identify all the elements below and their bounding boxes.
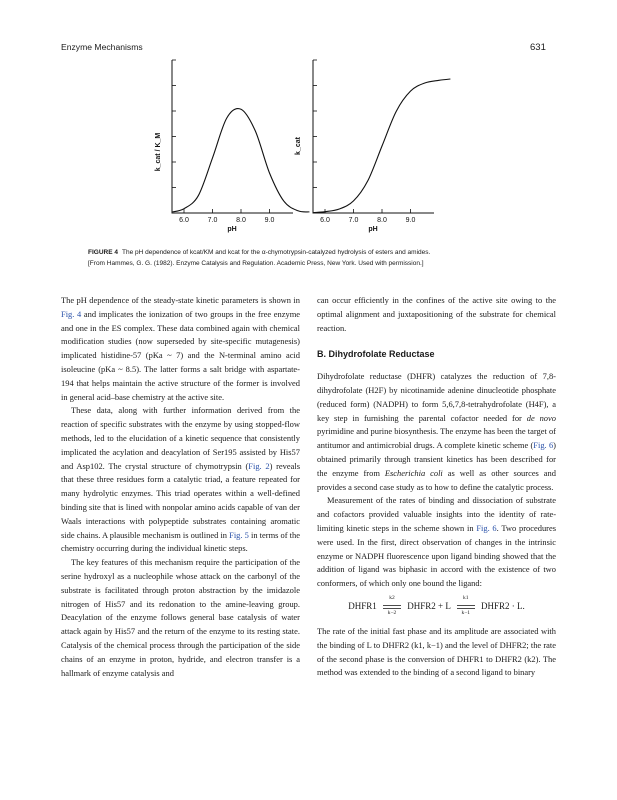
right-column	[317, 294, 556, 680]
text-run: These data, along with further information derived from the reaction of specific substrates with the enzyme by using stopped-flow methods, led to the elucidation of a kinetic sequence that consistently implicated the acylation and deacylation of Ser195 assisted by His57 and Asp102. The crystal structure of chymotrypsin (	[61, 405, 300, 471]
running-title: Enzyme Mechanisms	[61, 42, 143, 52]
figure-4	[0, 0, 617, 270]
page-number: 631	[530, 42, 546, 53]
panel-a	[155, 60, 309, 233]
fig2-link[interactable]: Fig. 2	[248, 460, 270, 471]
text-run: pyrimidine and purine biosynthesis. The enzyme has been the target of antitumor and antimicrobial drugs. A complete kinetic scheme (	[317, 426, 556, 451]
text-run: Escherichia coli	[384, 467, 443, 478]
panel-a-x-ticks	[179, 209, 274, 224]
fig5-link[interactable]: Fig. 5	[229, 529, 249, 540]
panel-b-y-label: k_cat	[295, 137, 302, 155]
paragraph	[61, 404, 300, 556]
text-run: The pH dependence of the steady-state kinetic parameters is shown in	[61, 295, 300, 305]
panel-b-curve	[314, 79, 451, 213]
panel-b-x-label: pH	[368, 226, 378, 233]
eq-equilibrium-arrow	[382, 594, 402, 616]
section-heading: B. Dihydrofolate Reductase	[317, 349, 435, 360]
text-run: ) obtained primarily through transient kinetics has been described for the enzyme from	[317, 440, 556, 478]
paragraph	[317, 494, 556, 591]
x-tick-label: 8.0	[377, 217, 387, 224]
panel-b-x-ticks	[320, 209, 415, 224]
x-tick-label: 7.0	[207, 217, 218, 224]
paragraph: can occur efficiently in the confines of the active site owing to the optimal alignment and juxtapositioning of the substrate for chemical reaction.	[317, 295, 556, 333]
binding-equation	[317, 594, 556, 616]
fig6-link[interactable]: Fig. 6	[533, 440, 554, 451]
caption-label: FIGURE 4	[88, 249, 118, 256]
text-run: and implicates the ionization of two groups in the free enzyme and one in the ES complex. These data combined again with chemical modification studies (now superseded by site-specific mutagenesis) implicated histidine-57 (pKa ~ 7) and the N-terminal amino acid isoleucine (pKa ~ 8.5). The latter forms a salt bridge with aspartate-194 that helps maintain the active structure of the former is involved in general acid–base chemistry at the active site.	[61, 308, 301, 402]
eq-species-2: DHFR2 + L	[407, 601, 451, 611]
text-run: . Two procedures were used. In the first, direct observation of changes in the intrinsic enzyme or NADPH fluorescence upon ligand binding showed that the addition of ligand was biphasic in accord with the existence of two conformers, of which only one bound the ligand:	[317, 522, 556, 589]
eq-k-forward: k1	[463, 594, 469, 601]
eq-equilibrium-arrow	[456, 594, 476, 616]
paragraph: The rate of the initial fast phase and its amplitude are associated with the binding of L to DHFR2 (k1, k−1) and the level of DHFR2; the rate of the second phase is the conversion of DHFR1 to DHFR2 (k2). The method was extended to the binding of a second ligand to binary	[317, 625, 556, 678]
panel-a-x-label: pH	[227, 226, 237, 233]
paragraph	[317, 370, 556, 494]
eq-k-forward: k2	[389, 594, 395, 601]
paragraph	[61, 294, 300, 404]
eq-k-reverse: k−2	[387, 609, 397, 616]
paragraph: The key features of this mechanism require the participation of the serine hydroxyl as a nucleophile whose attack on the carbonyl of the substrate is facilitated through proton abstraction by the imidazole nitrogen of His57 and its redonation to the amine-leaving group. Deacylation of the enzyme follows general base catalysis of water attack again by His57 and the return of the enzyme to its resting state. Catalysis of the chemical process through the participation of the side chains of an enzyme in proton, hydride, and electron transfer is a hallmark of enzyme catalysis and	[61, 557, 300, 678]
x-tick-label: 9.0	[264, 217, 275, 224]
caption-line-1: The pH dependence of kcat/KM and kcat for the α-chymotrypsin-catalyzed hydrolysis of esters and amides.	[121, 249, 431, 256]
eq-species-1: DHFR1	[348, 601, 377, 611]
panel-b-axis	[313, 60, 434, 213]
caption-line-2: [From Hammes, G. G. (1982). Enzyme Catalysis and Regulation. Academic Press, New York. Used with permission.]	[88, 259, 424, 267]
left-column	[61, 294, 300, 680]
x-tick-label: 7.0	[348, 217, 359, 224]
text-run: de novo	[526, 412, 556, 423]
x-tick-label: 8.0	[236, 217, 246, 224]
eq-k-reverse: k−1	[461, 609, 471, 616]
figure-caption	[88, 248, 558, 269]
panel-a-curve	[173, 109, 310, 212]
x-tick-label: 6.0	[179, 217, 189, 224]
text-run: Measurement of the rates of binding and dissociation of substrate and cofactors provided valuable insights into the identity of rate-limiting kinetic steps in the scheme shown in	[317, 495, 556, 533]
eq-product: DHFR2 · L.	[481, 601, 525, 611]
text-run: Dihydrofolate reductase (DHFR) catalyzes the reduction of 7,8-dihydrofolate (H2F) by nicotinamide adenine dinucleotide phosphate (reduced form) (NADPH) to form 5,6,7,8-tetrahydrofolate (H4F), a key step in furnishing the parental cofactor needed for	[317, 371, 556, 423]
x-tick-label: 6.0	[320, 217, 330, 224]
x-tick-label: 9.0	[405, 217, 416, 224]
fig6-link[interactable]: Fig. 6	[476, 522, 497, 533]
text-run: ) reveals that these three residues form a catalytic triad, a feature repeated for many hydrolytic enzymes. This triad operates within a well-defined binding site that is lined with nonpolar amino acids capable of van der Waals interactions with polypeptide substrates containing aromatic side chains. A plausible mechanism is outlined in	[61, 460, 300, 540]
panel-b	[295, 60, 450, 233]
fig4-link[interactable]: Fig. 4	[61, 308, 82, 319]
panel-a-y-label: k_cat / K_M	[155, 132, 162, 172]
text-run: as well as other sources and provides a second case study as to how to define the catalytic process.	[317, 467, 556, 492]
text-run: in terms of the chemistry occurring during the individual kinetic steps.	[61, 529, 300, 554]
panel-a-y-ticks	[172, 60, 176, 188]
panel-a-axis	[172, 60, 293, 213]
panel-b-y-ticks	[313, 60, 317, 188]
